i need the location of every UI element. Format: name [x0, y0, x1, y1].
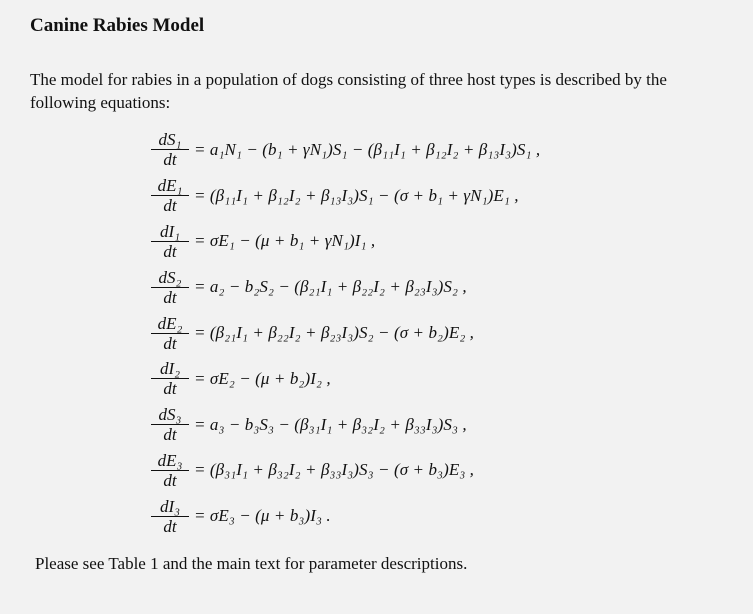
equation-de2-dt [150, 310, 710, 356]
derivative-fraction [150, 359, 190, 398]
fraction-numerator: dI₁ [159, 221, 181, 241]
parameter-note: Please see Table 1 and the main text for parameter descriptions. [35, 554, 468, 573]
derivative-fraction [150, 130, 190, 169]
fraction-denominator: dt [163, 150, 177, 170]
derivative-fraction [150, 451, 190, 490]
equation-de3-dt [150, 448, 710, 494]
equation-di3-dt [150, 493, 710, 539]
derivative-fraction [150, 497, 190, 536]
intro-paragraph: The model for rabies in a population of dogs consisting of three host types is described by the following equations: [30, 70, 667, 112]
equation-rhs: = (β₁₁I₁ + β₁₂I₂ + β₁₃I₃)S₁ − (σ + b₁ + γN₁)E₁ , [194, 185, 519, 205]
derivative-fraction [150, 405, 190, 444]
equation-di2-dt [150, 356, 710, 402]
fraction-numerator: dE₃ [157, 450, 183, 470]
equation-rhs: = a₃ − b₃S₃ − (β₃₁I₁ + β₃₂I₂ + β₃₃I₃)S₃ , [194, 414, 467, 434]
equation-block [150, 127, 710, 539]
equation-di1-dt [150, 219, 710, 265]
fraction-numerator: dS₃ [158, 405, 182, 425]
page-title: Canine Rabies Model [30, 15, 205, 36]
fraction-denominator: dt [163, 470, 177, 490]
fraction-denominator: dt [163, 333, 177, 353]
equation-rhs: = σE₁ − (μ + b₁ + γN₁)I₁ , [194, 231, 376, 251]
fraction-denominator: dt [163, 196, 177, 216]
equation-rhs: = a₁N₁ − (b₁ + γN₁)S₁ − (β₁₁I₁ + β₁₂I₂ + β₁₃I₃)S₁ , [194, 139, 541, 159]
fraction-denominator: dt [163, 425, 177, 445]
fraction-denominator: dt [163, 241, 177, 261]
fraction-numerator: dE₂ [157, 313, 183, 333]
fraction-numerator: dI₂ [159, 359, 181, 379]
equation-rhs: = σE₃ − (μ + b₃)I₃ . [194, 506, 331, 526]
equation-rhs: = a₂ − b₂S₂ − (β₂₁I₁ + β₂₂I₂ + β₂₃I₃)S₂ , [194, 277, 467, 297]
equation-ds2-dt [150, 264, 710, 310]
equation-ds1-dt [150, 127, 710, 173]
equation-rhs: = (β₃₁I₁ + β₃₂I₂ + β₃₃I₃)S₃ − (σ + b₃)E₃ , [194, 460, 475, 480]
fraction-numerator: dS₁ [158, 130, 182, 150]
derivative-fraction [150, 314, 190, 353]
fraction-denominator: dt [163, 379, 177, 399]
fraction-numerator: dE₁ [157, 176, 183, 196]
derivative-fraction [150, 176, 190, 215]
equation-ds3-dt [150, 402, 710, 448]
derivative-fraction [150, 222, 190, 261]
equation-de1-dt [150, 173, 710, 219]
fraction-denominator: dt [163, 516, 177, 536]
derivative-fraction [150, 268, 190, 307]
fraction-numerator: dS₂ [158, 267, 182, 287]
equation-rhs: = σE₂ − (μ + b₂)I₂ , [194, 368, 331, 388]
equation-rhs: = (β₂₁I₁ + β₂₂I₂ + β₂₃I₃)S₂ − (σ + b₂)E₂ , [194, 323, 475, 343]
fraction-numerator: dI₃ [159, 496, 181, 516]
fraction-denominator: dt [163, 287, 177, 307]
